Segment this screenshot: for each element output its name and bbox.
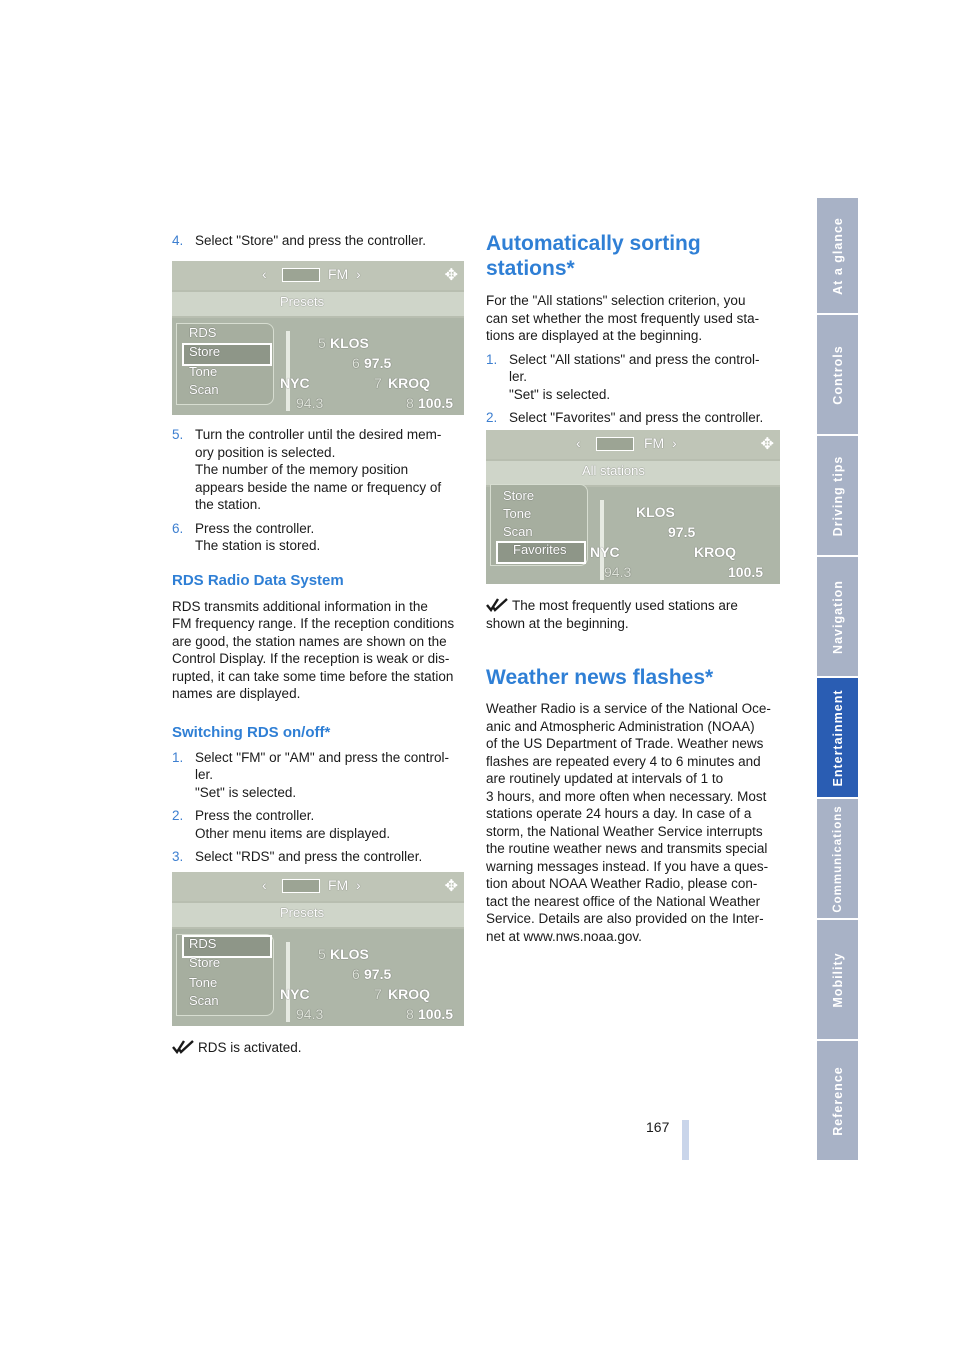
preset-label: Presets [280, 905, 325, 920]
preset-label: Presets [280, 294, 325, 309]
preset-bar [172, 292, 464, 316]
station-name: NYC [280, 986, 310, 1002]
step-line: appears beside the name or frequency of [195, 479, 442, 495]
tab-reference[interactable] [817, 1041, 858, 1162]
text-line: tion about NOAA Weather Radio, please con- [486, 876, 758, 891]
tab-label: At a glance [830, 216, 845, 295]
tab-label: Mobility [830, 951, 845, 1008]
switch-step-1 [172, 749, 464, 802]
divider [286, 942, 290, 1022]
text-line: RDS transmits additional information in the [172, 598, 428, 614]
text-line: warning messages instead. If you have a ques- [486, 858, 769, 874]
station-number: 6 [352, 966, 360, 982]
station-freq: 94.3 [296, 1006, 324, 1022]
text-line: Weather Radio is a service of the National Oce- [486, 701, 771, 716]
step-line: Press the controller. [195, 808, 315, 823]
step-number: 1. [172, 749, 184, 765]
menu-item-store: Store [189, 344, 221, 359]
menu-item-rds: RDS [189, 325, 217, 340]
tab-label: Reference [830, 1065, 845, 1136]
screenshot-store-menu [172, 261, 464, 415]
text-line: tions are displayed at the beginning. [486, 328, 703, 343]
text-line: Control Display. If the reception is weak or dis- [172, 651, 450, 666]
text-line: storm, the National Weather Service interrupts [486, 823, 763, 839]
left-column [172, 232, 464, 256]
note-line: shown at the beginning. [486, 615, 629, 631]
auto-sort-heading [486, 231, 786, 281]
tab-driving-tips[interactable] [817, 436, 858, 557]
tab-label: Controls [830, 344, 845, 405]
step-line: The number of the memory position [195, 462, 409, 477]
station-freq: 97.5 [668, 524, 696, 540]
step-number: 6. [172, 520, 184, 536]
step-6 [172, 520, 464, 555]
radio-icon [282, 879, 320, 893]
left-arrow-icon: ‹ [262, 266, 267, 282]
station-name: KLOS [636, 504, 675, 520]
auto-step-2 [486, 409, 786, 427]
text-line: 3 hours, and more often when necessary. Most [486, 788, 767, 804]
rds-paragraph [172, 598, 464, 703]
step-line: Press the controller. [195, 520, 315, 536]
screenshot-favorites-menu [486, 430, 780, 584]
right-arrow-icon: › [356, 877, 361, 893]
step-4 [172, 232, 464, 250]
auto-paragraph [486, 292, 786, 345]
menu-item-scan: Scan [189, 382, 219, 397]
tab-entertainment[interactable] [817, 678, 858, 799]
tab-label: Driving tips [830, 455, 845, 536]
station-number: 8 [406, 1006, 414, 1022]
heading-line: Automatically sorting [486, 232, 701, 255]
step-number: 2. [486, 410, 498, 425]
tab-at-a-glance[interactable] [817, 198, 858, 315]
menu-item-favorites: Favorites [513, 542, 567, 557]
step-line: "Set" is selected. [509, 386, 611, 402]
rds-note-text: RDS is activated. [198, 1040, 302, 1055]
menu-item-tone: Tone [189, 364, 218, 379]
tab-label: Communications [831, 804, 844, 913]
checkmark-icon [172, 1040, 194, 1054]
menu-item-rds: RDS [189, 936, 217, 951]
band-label: FM [328, 266, 349, 282]
page-marker [682, 1120, 689, 1160]
station-name: NYC [590, 544, 620, 560]
station-freq: 97.5 [364, 355, 392, 371]
switch-step-2 [172, 807, 464, 842]
step-line: the station. [195, 497, 262, 512]
station-freq: 97.5 [364, 966, 392, 982]
step-number: 2. [172, 808, 184, 823]
step-number: 3. [172, 849, 184, 864]
right-arrow-icon: › [672, 435, 677, 451]
menu-panel [176, 934, 274, 1016]
text-line: names are displayed. [172, 686, 301, 701]
step-line: Select "All stations" and press the control- [509, 351, 760, 367]
text-line: can set whether the most frequently used sta- [486, 310, 760, 326]
move-icon: ✥ [444, 878, 458, 895]
station-number: 7 [374, 986, 382, 1002]
radio-icon [596, 437, 634, 451]
weather-heading: Weather news flashes* [486, 666, 714, 689]
favorites-note [486, 597, 786, 632]
selection-bar [486, 461, 780, 485]
text-line: are good, the station names are shown on the [172, 633, 447, 649]
left-arrow-icon: ‹ [576, 435, 581, 451]
step-line: Other menu items are displayed. [195, 825, 391, 841]
text-line: stations operate 24 hours a day. In case of a [486, 806, 752, 821]
step-line: ory position is selected. [195, 444, 336, 460]
screenshot-rds-menu [172, 872, 464, 1026]
auto-step-1 [486, 351, 786, 404]
menu-item-scan: Scan [189, 993, 219, 1008]
left-column-2 [172, 426, 464, 872]
move-icon: ✥ [444, 267, 458, 284]
station-freq: 94.3 [604, 564, 632, 580]
step-number: 5. [172, 427, 184, 442]
station-number: 5 [318, 946, 326, 962]
text-line: rupted, it can take some time before the station [172, 668, 454, 684]
menu-item-scan: Scan [503, 524, 533, 539]
radio-icon [282, 268, 320, 282]
step-line: ler. [509, 369, 528, 384]
station-freq: 100.5 [418, 1006, 454, 1022]
station-name: NYC [280, 375, 310, 391]
band-bar [172, 872, 464, 901]
band-label: FM [328, 877, 349, 893]
text-line: the routine weather news and transmits special [486, 841, 768, 856]
heading-line: stations* [486, 257, 575, 280]
band-bar [172, 261, 464, 290]
weather-paragraph [486, 700, 786, 945]
menu-item-store: Store [189, 955, 221, 970]
switching-heading: Switching RDS on/off* [172, 723, 331, 741]
step-line: Select "FM" or "AM" and press the control- [195, 749, 450, 765]
criterion-label: All stations [582, 463, 645, 478]
preset-bar [172, 903, 464, 927]
step-number: 4. [172, 233, 184, 248]
tab-controls[interactable] [817, 315, 858, 436]
station-name: KLOS [330, 335, 369, 351]
station-name: KROQ [388, 986, 430, 1002]
text-line: tact the nearest office of the National Weather [486, 893, 761, 909]
text-line: Service. Details are also provided on the Inter- [486, 911, 764, 926]
step-text: Select "Favorites" and press the controller. [509, 410, 764, 425]
band-bar [486, 430, 780, 459]
station-name: KLOS [330, 946, 369, 962]
text-line: flashes are repeated every 4 to 6 minutes and [486, 753, 761, 769]
station-number: 5 [318, 335, 326, 351]
rds-note [172, 1039, 464, 1057]
text-line: For the "All stations" selection criterion, you [486, 293, 746, 308]
right-arrow-icon: › [356, 266, 361, 282]
move-icon: ✥ [760, 436, 774, 453]
menu-panel [176, 323, 274, 405]
rds-heading: RDS Radio Data System [172, 571, 344, 589]
step-text: Select "Store" and press the controller. [195, 233, 426, 248]
station-freq: 100.5 [418, 395, 454, 411]
right-column [486, 231, 786, 433]
left-arrow-icon: ‹ [262, 877, 267, 893]
text-line: of the US Department of Trade. Weather news [486, 736, 764, 751]
tab-label: Navigation [830, 579, 845, 654]
station-number: 8 [406, 395, 414, 411]
station-number: 7 [374, 375, 382, 391]
step-line: "Set" is selected. [195, 784, 297, 800]
station-name: KROQ [694, 544, 736, 560]
switch-step-3 [172, 848, 464, 866]
divider [286, 331, 290, 411]
menu-item-store: Store [503, 488, 535, 503]
text-line: FM frequency range. If the reception conditions [172, 616, 455, 631]
menu-item-tone: Tone [189, 975, 218, 990]
text-line: are routinely updated at intervals of 1 to [486, 771, 724, 786]
menu-panel [490, 484, 588, 566]
tab-navigation[interactable] [817, 557, 858, 678]
tab-mobility[interactable] [817, 920, 858, 1041]
step-line: The station is stored. [195, 538, 321, 553]
step-5 [172, 426, 464, 514]
station-name: KROQ [388, 375, 430, 391]
station-freq: 94.3 [296, 395, 324, 411]
tab-label: Entertainment [830, 688, 845, 787]
band-label: FM [644, 435, 665, 451]
station-number: 6 [352, 355, 360, 371]
text-line: anic and Atmospheric Administration (NOAA) [486, 718, 755, 734]
checkmark-icon [486, 598, 508, 612]
tab-communications[interactable] [817, 799, 858, 920]
station-freq: 100.5 [728, 564, 764, 580]
step-text: Select "RDS" and press the controller. [195, 849, 423, 864]
note-line: The most frequently used stations are [512, 598, 738, 613]
step-line: ler. [195, 767, 214, 782]
weather-section [486, 665, 786, 945]
step-line: Turn the controller until the desired mem- [195, 427, 442, 442]
page-number: 167 [646, 1119, 670, 1135]
menu-item-tone: Tone [503, 506, 532, 521]
step-number: 1. [486, 351, 498, 367]
text-line: net at www.nws.noaa.gov. [486, 928, 642, 944]
